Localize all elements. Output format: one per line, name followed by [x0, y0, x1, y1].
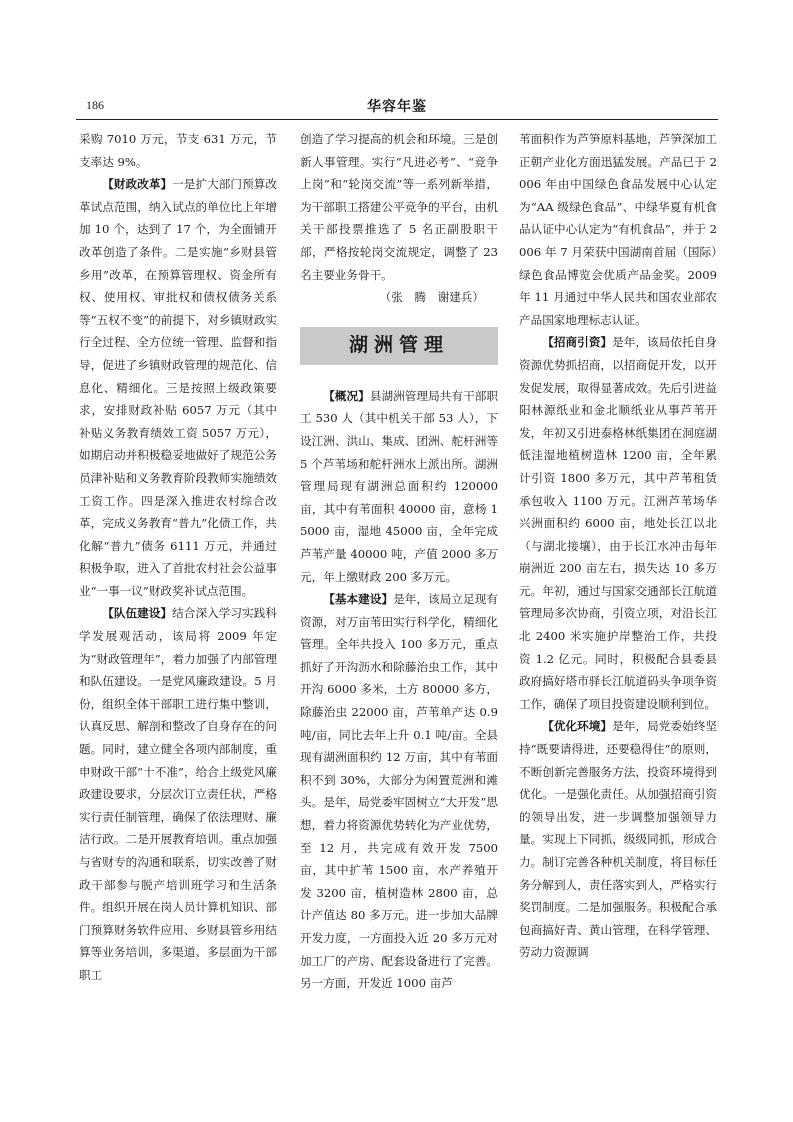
paragraph-overview	[300, 385, 498, 588]
paragraph: 创造了学习提高的机会和环境。三是创新人事管理。实行“凡进必考”、“竞争上岗”和“轮岗交流”等一系列新举措，为干部职工搭建公平竞争的平台，由机关干部投票推选了 5 名正副股职干部，严格按轮岗交流规定，调整了 23 名主要业务骨干。	[300, 132, 498, 282]
paragraph-text: 结合深入学习实践科学发展观活动，该局将 2009 年定为“财政管理年”，着力加强了内部管理和队伍建设。一是党风廉政建设。5 月份，组织全体干部职工进行集中整训，认真反思、解剖和整改了自身存在的问题。同时，建立健全各项内部制度，重申财政干部“十不准”，给合上级党风廉政建设要求，分层次订立责任状，严格实行责任制管理，确保了依法理财、廉洁行政。二是开展教育培训。重点加强与省财专的沟通和联系，切实改善了财政干部参与脱产培训班学习和生活条件。组织开展在岗人员计算机知识、部门预算财务软件应用、乡财县管乡用结算等业务培训，多渠道、多层面为干部职工	[79, 606, 277, 982]
paragraph-text: 一是扩大部门预算改革试点范围，纳入试点的单位比上年增加 10 个，达到了 17 个，为全面铺开改革创造了条件。二是实施“乡财县管乡用”改革，在预算管理权、资金所有权、使用权、审批权和债权债务关系等“五权不变”的前提下，对乡镇财政实行全过程、全方位统一管理、监督和指导，促进了乡镇财政管理的规范化、信息化、精细化。三是按照上级政策要求，安排财政补贴 6057 万元（其中补贴义务教育绩效工资 5057 万元），如期启动并积极稳妥地做好了规范公务员津补贴和义务教育阶段教师实施绩效工资工作。四是深入推进农村综合改革，完成义务教育“普九”化债工作，共化解“普九”债务 6111 万元，并通过积极争取，进入了首批农村社会公益事业“一事一议”财政奖补试点范围。	[79, 177, 277, 598]
paragraph: 苇面积作为芦笋原料基地，芦笋深加工正朝产业化方面迅猛发展。产品已于 2006 年由中国绿色食品发展中心认定为“AA 级绿色食品”、中绿华夏有机食品认证中心认定为“有机食品”，并于 2006 年 7 月荣获中国湖南首届（国际）绿色食品博览会优质产品金奖。2009 年 11 月通过中华人民共和国农业部农产品国家地理标志认证。	[519, 132, 717, 327]
column-1	[79, 128, 277, 987]
section-label: 【队伍建设】	[102, 606, 173, 621]
header-rule	[76, 119, 718, 120]
author-credit: （张 腾 谢建兵）	[379, 290, 484, 305]
running-title: 华容年鉴	[367, 99, 427, 115]
page-number: 186	[86, 98, 104, 112]
section-label: 【优化环境】	[542, 719, 613, 734]
paragraph-infrastructure	[300, 588, 498, 995]
section-label: 【财政改革】	[102, 177, 173, 192]
section-label: 【概况】	[323, 388, 370, 403]
column-3	[519, 128, 717, 964]
column-2	[300, 128, 498, 995]
paragraph-environment	[519, 715, 717, 964]
paragraph-team-building	[79, 602, 277, 986]
paragraph: 采购 7010 万元，节支 631 万元，节支率达 9%。	[79, 132, 277, 169]
section-label: 【基本建设】	[323, 592, 394, 607]
page-header	[76, 96, 718, 118]
paragraph-text: 是年，局党委始终坚持“既要请得进，还要稳得住”的原则，不断创新完善服务方法，投资环境得到优化。一是强化责任。从加强招商引资的领导出发，进一步调整加强领导力量。实现上下同抓，级级同抓，形成合力。制订完善各种机关制度，将目标任务分解到人，责任落实到人，严格实行奖罚制度。二是加强服务。积极配合承包商搞好青、黄山管理，在科学管理、劳动力资源调	[519, 719, 717, 960]
paragraph-text: 是年，该局依托自身资源优势抓招商，以招商促开发，以开发促发展，取得显著成效。先后引进益阳林源纸业和金北顺纸业从事芦苇开发，年初又引进泰格林纸集团在洞庭湖低洼湿地植树造林 1200 亩，全年累计引资 1800 多万元，其中芦苇租赁承包收入 1100 万元。江洲芦苇场华兴洲面积约 6000 亩，地处长江以北（与湖北接壤），由于长江水冲击每年崩洲近 200 亩左右，损失达 10 多万元。年初，通过与国家交通部长江航道管理局多次协商，引资立项，对沿长江北 2400 米实施护岸整治工作，共投资 1.2 亿元。同时，积极配合县委县政府搞好塔市驿长江航道码头争项争资工作，确保了项目投资建设顺利到位。	[519, 335, 717, 711]
paragraph-text: 是年，该局立足现有资源，对万亩苇田实行科学化，精细化管理。全年共投入 100 多万元，重点抓好了开沟沥水和除藤治虫工作，其中开沟 6000 多米，土方 80000 多方，除藤治虫 22000 亩，芦苇单产达 0.9 吨/亩，同比去年上升 0.1 吨/亩。全县现有湖洲面积约 12 万亩，其中有苇面积不到 30%，大部分为闲置荒洲和滩头。是年，局党委牢固树立“大开发”思想，着力将资源优势转化为产业优势，至 12 月，共完成有效开发 7500 亩，其中扩苇 1500 亩，水产养殖开发 3200 亩，植树造林 2800 亩，总计产值达 80 多万元。进一步加大品牌开发力度，一方面投入近 20 多万元对加工厂的产房、配套设备进行了完善。另一方面，开发近 1000 亩芦	[300, 592, 498, 991]
paragraph-text: 县湖洲管理局共有干部职工 530 人（其中机关干部 53 人），下设江洲、洪山、集成、团洲、舵杆洲等 5 个芦苇场和舵杆洲水上派出所。湖洲管理局现有湖洲总面积约 120000 亩，其中有苇面积 40000 亩，意杨 15000 亩，湿地 45000 亩，全年完成芦苇产量 40000 吨，产值 2000 多万元，年上缴财政 200 多万元。	[300, 388, 498, 584]
paragraph-fiscal-reform	[79, 173, 277, 602]
paragraph-investment	[519, 331, 717, 715]
section-label: 【招商引资】	[542, 335, 613, 350]
section-heading: 湖洲管理	[300, 327, 498, 365]
